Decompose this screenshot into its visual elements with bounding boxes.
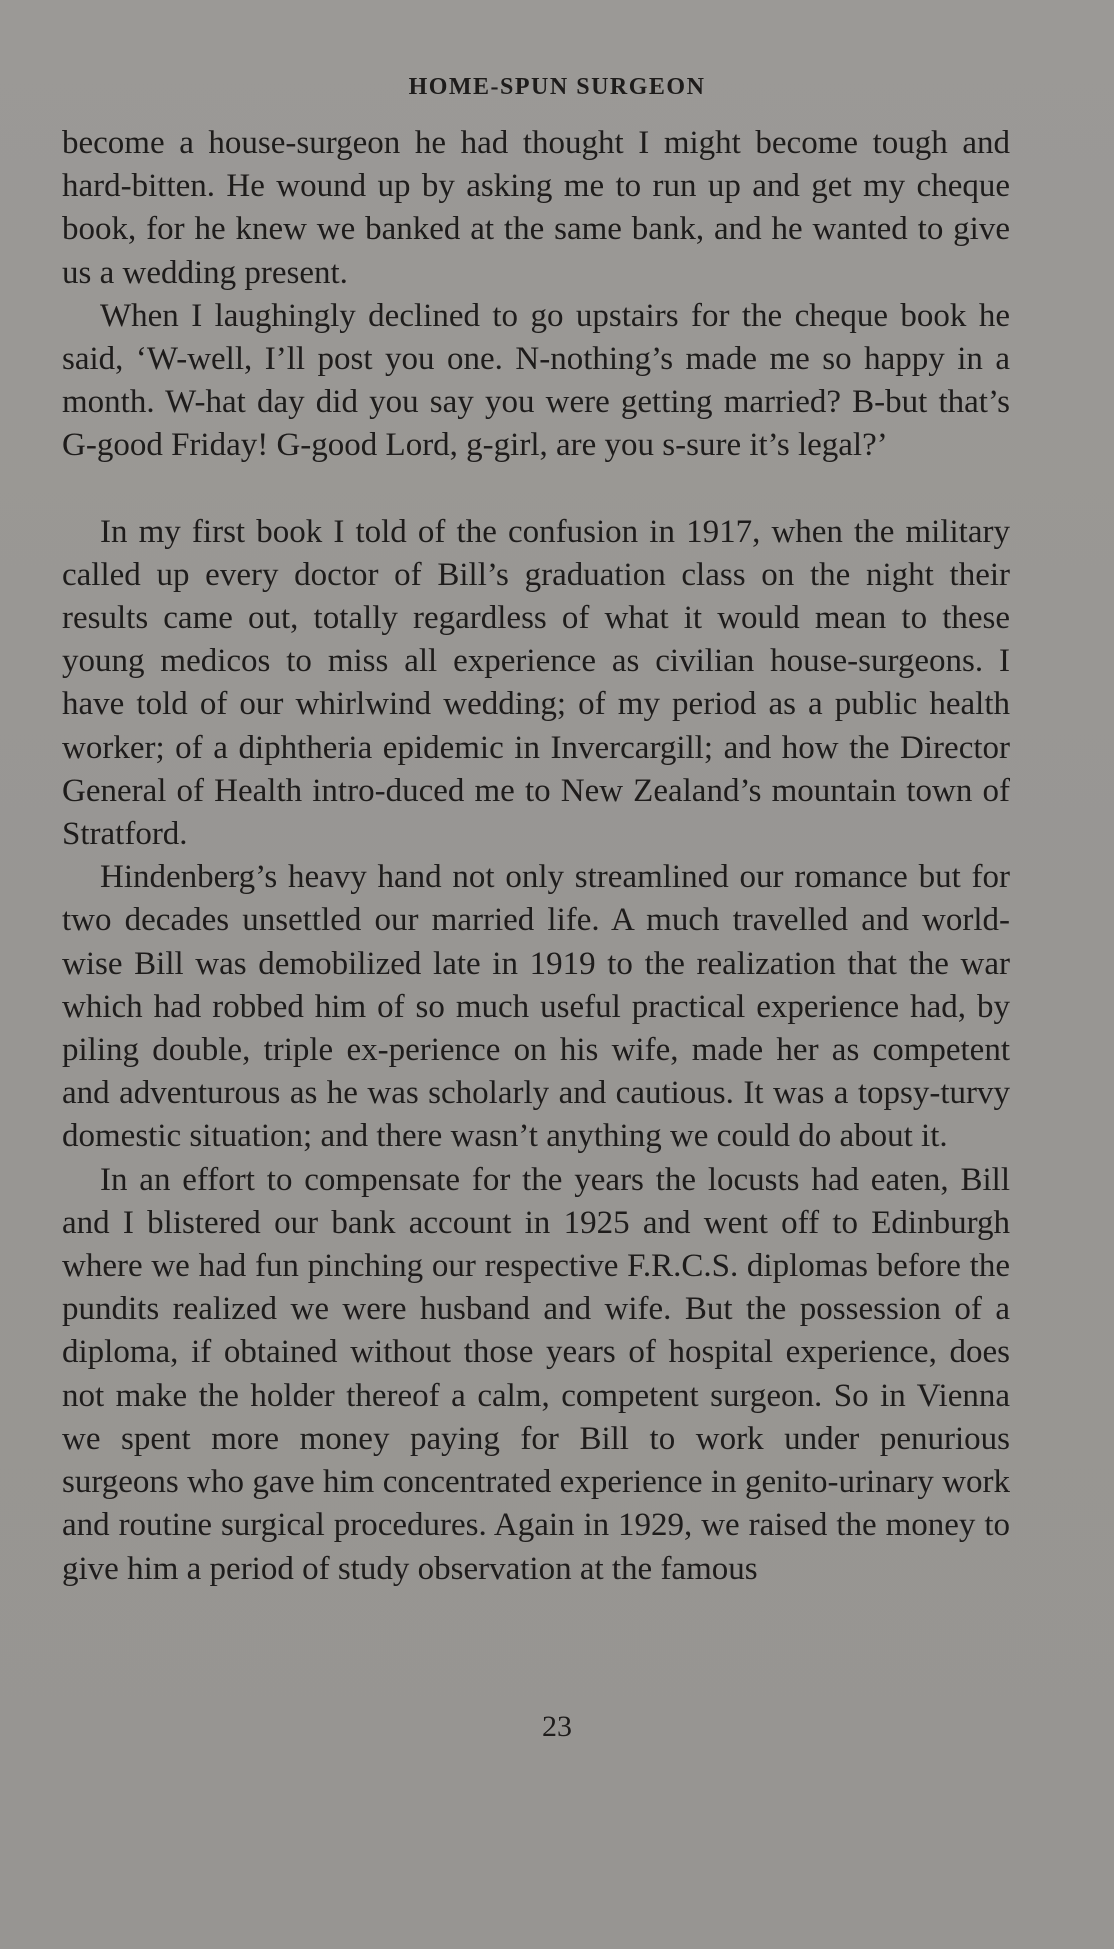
body-text xyxy=(62,122,1010,1591)
page-number: 23 xyxy=(542,1710,572,1743)
paragraph-hindenberg: Hindenberg’s heavy hand not only streamlined our romance but for two decades unsettled our married life. A much travelled and world-wise Bill was demobilized late in 1919 to the realization that the war which had robbed him of so much useful practical experience had, by piling double, triple ex-perience on his wife, made her as competent and adventurous as he was scholarly and cautious. It was a topsy-turvy domestic situation; and there wasn’t anything we could do about it. xyxy=(62,859,1010,1155)
paragraph-edinburgh: In an effort to compensate for the years the locusts had eaten, Bill and I blistered our bank account in 1925 and went off to Edinburgh where we had fun pinching our respective F.R.C.S. diplomas before the pundits realized we were husband and wife. But the possession of a diploma, if obtained without those years of hospital experience, does not make the holder thereof a calm, competent surgeon. So in Vienna we spent more money paying for Bill to work under penurious surgeons who gave him concentrated experience in genito-urinary work and routine surgical procedures. Again in 1929, we raised the money to give him a period of study observation at the famous xyxy=(62,1161,1010,1587)
paragraph-first-book: In my first book I told of the confusion in 1917, when the military called up every doctor of Bill’s graduation class on the night their results came out, totally regardless of what it would mean to these young medicos to miss all experience as civilian house-surgeons. I have told of our whirlwind wedding; of my period as a public health worker; of a diphtheria epidemic in Invercargill; and how the Director General of Health intro-duced me to New Zealand’s mountain town of Stratford. xyxy=(62,513,1010,853)
running-head: HOME-SPUN SURGEON xyxy=(408,74,706,100)
paragraph-continuation: become a house-surgeon he had thought I might become tough and hard-bitten. He wound up by asking me to run up and get my cheque book, for he knew we banked at the same bank, and he wanted to give us a wedding present. xyxy=(62,125,1010,291)
paragraph-cheque-book: When I laughingly declined to go upstairs for the cheque book he said, ‘W-well, I’ll post you one. N-nothing’s made me so happy in a month. W-hat day did you say you were getting married? B-but that’s G-good Friday! G-good Lord, g-girl, are you s-sure it’s legal?’ xyxy=(62,297,1010,464)
